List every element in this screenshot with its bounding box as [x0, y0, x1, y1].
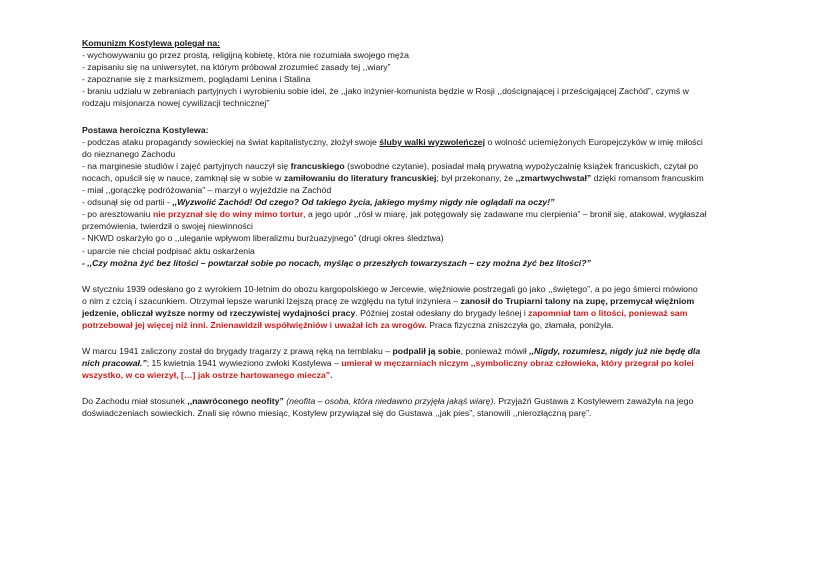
list-item: - miał ,,gorączkę podróżowania” – marzył o wyjeździe na Zachód [82, 185, 332, 196]
text-run-red: nie przyznał się do winy mimo tortur [153, 209, 304, 220]
list-item: przemówienia, twierdził o swojej niewinności [82, 221, 253, 232]
list-item: do nieznanego Zachodu [82, 148, 176, 159]
text-run: , a jego upór ,,rósł w miarę, jak potęgowały się zadawane mu cierpienia” – bronił się, atakował, wygłaszał [303, 209, 707, 220]
text-run: dzięki romansom francuskim [591, 172, 704, 183]
list-item: - braniu udziału w zebraniach partyjnych i wyrobieniu sobie idei, że ,,jako inżynier-komunista będzie w Rosji ,,doścignającej i prześcigającej Zachód”, czymś w [82, 86, 689, 97]
text-run-bold: ,,zmartwychwstał” [515, 172, 592, 183]
section-heroic-attitude [82, 124, 788, 269]
paragraph-line [82, 295, 788, 307]
paragraph-west [82, 395, 788, 419]
text-run: - na marginesie studiów i zajęć partyjnych nauczył się [82, 160, 291, 171]
list-item: - zapisaniu się na uniwersytet, na którym próbował zrozumieć zasady tej ,,wiary” [82, 62, 391, 73]
paragraph-line [82, 345, 788, 357]
text-run: - podczas ataku propagandy sowieckiej na świat kapitalistyczny, złożył swoje [82, 136, 380, 147]
text-run-bold: zamiłowaniu do literatury francuskiej [283, 172, 437, 183]
paragraph-line: doświadczeniach sowieckich. Znali się równo miesiąc, Kostylew przywiązał się do Gustawa ,,jak pies”, stanowili ,,nierozłączną parę”. [82, 408, 592, 419]
text-run: - odsunął się od partii - [82, 197, 173, 208]
paragraph-line [82, 395, 788, 407]
list-item: - ,,Czy można żyć bez litości – powtarzał sobie po nocach, myśląc o przeszłych towarzyszach – czy można żyć bez litości?” [82, 257, 591, 268]
text-run-bold-italic: ,,Nigdy, rozumiesz, nigdy już nie będę dla [529, 346, 701, 357]
list-item [82, 160, 788, 172]
text-run: ; 15 kwietnia 1941 wywieziono zwłoki Kostylewa – [146, 358, 342, 369]
list-item: - zapoznanie się z marksizmem, poglądami Lenina i Stalina [82, 74, 311, 85]
text-run-red: umierał w męczarniach niczym ,,symboliczny obraz człowieka, który przegrał po kolei [341, 358, 694, 369]
paragraph-camp [82, 283, 788, 331]
text-run-bold: podpalił ją sobie [392, 346, 461, 357]
paragraph-line [82, 319, 788, 331]
text-run: Praca fizyczna zniszczyła go, złamała, poniżyła. [426, 319, 614, 330]
text-run: Do Zachodu miał stosunek [82, 396, 188, 407]
text-run: ; był przekonany, że [436, 172, 516, 183]
list-item: rodzaju misjonarza nowej cywilizacji technicznej” [82, 98, 270, 109]
text-run-bold: śluby walki wyzwoleńczej [379, 136, 486, 147]
paragraph-death [82, 345, 788, 381]
list-item [82, 208, 788, 220]
list-item: - wychowywaniu go przez prostą, religijną kobietę, która nie rozumiała swojego męża [82, 50, 409, 61]
list-item [82, 172, 788, 184]
text-run: (swobodne czytanie), posiadał małą prywatną wypożyczalnię książek francuskich, czytał po [344, 160, 699, 171]
text-run-bold: zanosił do Trupiarni talony na zupę, przemycał więźniom [460, 295, 695, 306]
section-heading: Postawa heroiczna Kostylewa: [82, 124, 209, 135]
text-run-red: zapomniał tam o litości, ponieważ sam [528, 307, 688, 318]
text-run: W marcu 1941 zaliczony został do brygady tragarzy z prawą ręką na temblaku – [82, 346, 393, 357]
text-run-bold: francuskiego [290, 160, 345, 171]
text-run-red: potrzebował jej więcej niż inni. Znienawidził współwięźniów i uważał ich za wrogów. [82, 319, 427, 330]
text-run-bold-italic: ,,Wyzwolić Zachód! Od czego? Od takiego życia, jakiego myśmy nigdy nie oglądali na oczy!” [172, 197, 555, 208]
text-run: o wolność uciemiężonych Europejczyków w imię miłości [485, 136, 703, 147]
text-run-bold: jedzenie, obliczał wyższe normy od rzeczywistej wydajności pracy [82, 307, 356, 318]
text-run-italic: (neofita – osoba, która niedawno przyjęła jakąś wiarę) [283, 396, 494, 407]
list-item [82, 136, 788, 148]
text-run-bold: ,,nawróconego neofity” [187, 396, 284, 407]
section-heading: Komunizm Kostylewa polegał na: [82, 38, 221, 48]
text-run: . Później został odesłany do brygady leśnej i [355, 307, 529, 318]
paragraph-line: wszystko, w co wierzył, […] jak ostrze hartowanego miecza”. [82, 370, 333, 381]
paragraph-line [82, 357, 788, 369]
text-run: - po aresztowaniu [82, 209, 153, 220]
paragraph-line: W styczniu 1939 odesłano go z wyrokiem 10-letnim do obozu kargopolskiego w Jercewie, więźniowie postrzegali go jako ,,świętego”, a po jego śmierci mówiono [82, 283, 698, 294]
text-run: . Przyjaźń Gustawa z Kostylewem zaważyła na jego [493, 396, 694, 407]
list-item: - uparcie nie chciał podpisać aktu oskarżenia [82, 245, 255, 256]
list-item [82, 196, 788, 208]
paragraph-line [82, 307, 788, 319]
text-run: , ponieważ mówił [460, 346, 530, 357]
text-run: nocach, opuścił się w nauce, zamknął się w sobie w [82, 172, 284, 183]
list-item: - NKWD oskarżyło go o ,,uleganie wpływom liberalizmu burżuazyjnego” (drugi okres śledztwa) [82, 233, 444, 244]
text-run-bold-italic: nich pracował.” [82, 358, 147, 369]
section-communism [82, 37, 788, 110]
text-run: o nim z czcią i szacunkiem. Otrzymał lepsze warunki lżejszą pracę ze względu na tytuł inżyniera – [82, 295, 461, 306]
